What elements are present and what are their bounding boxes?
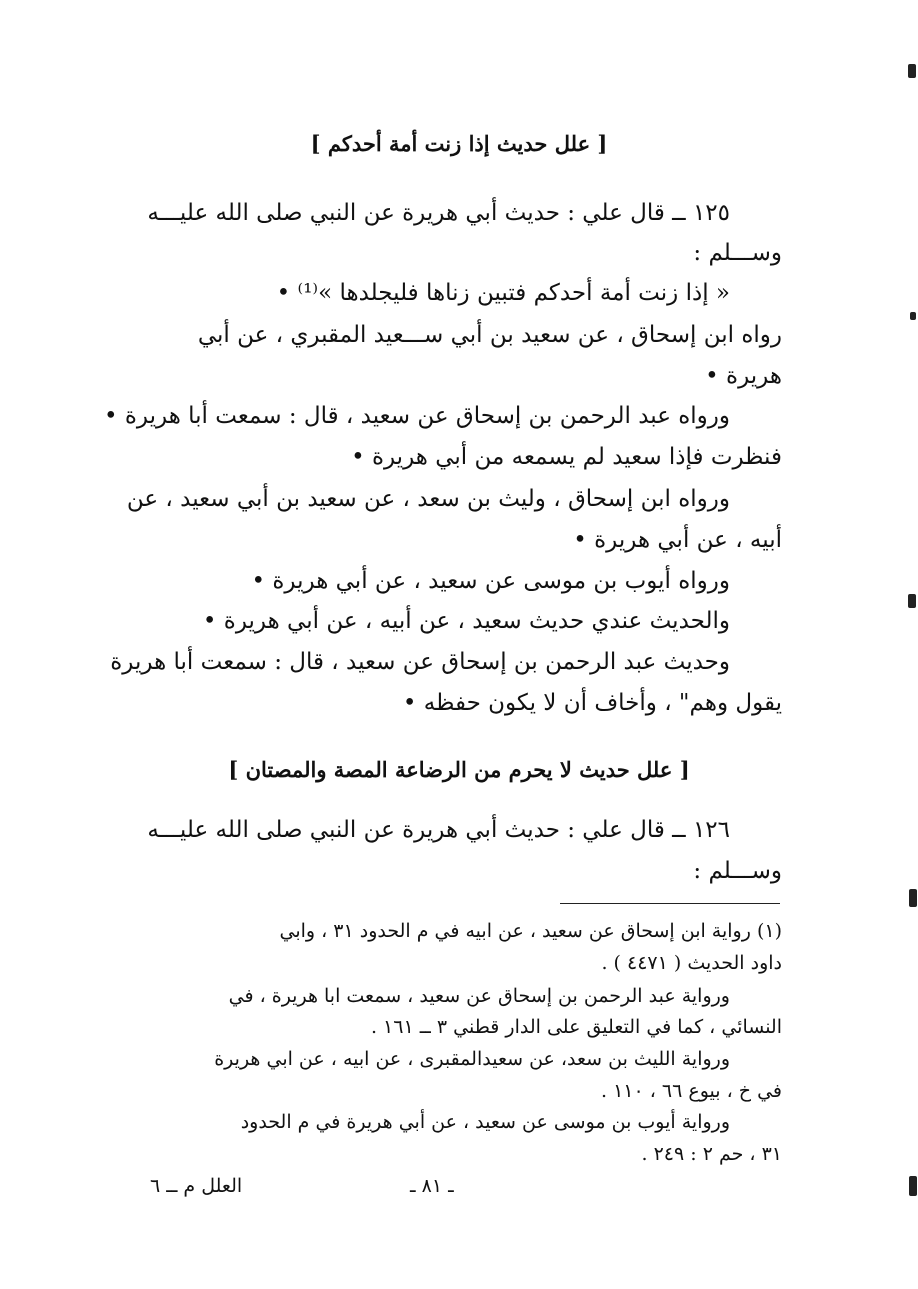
body-line-12: وحديث عبد الرحمن بن إسحاق عن سعيد ، قال : سمعت أبا هريرة: [110, 649, 730, 675]
body-line-8: ورواه ابن إسحاق ، وليث بن سعد ، عن سعيد بن أبي سعيد ، عن: [126, 486, 730, 512]
body-line-7: فنظرت فإذا سعيد لم يسمعه من أبي هريرة •: [351, 444, 782, 470]
body-line-14: ١٢٦ ــ قال علي : حديث أبي هريرة عن النبي صلى الله عليـــه: [147, 817, 730, 843]
footnote-line-5: ورواية الليث بن سعد، عن سعيدالمقبرى ، عن ابيه ، عن ابي هريرة: [214, 1048, 730, 1070]
body-line-10: ورواه أيوب بن موسى عن سعيد ، عن أبي هريرة •: [251, 568, 730, 594]
footnote-separator: [560, 903, 780, 904]
body-line-3: « إذا زنت أمة أحدكم فتبين زناها فليجلدها »⁽¹⁾ •: [276, 280, 730, 306]
scan-edge-mark: [910, 312, 916, 320]
body-line-11: والحديث عندي حديث سعيد ، عن أبيه ، عن أبي هريرة •: [202, 608, 730, 634]
body-line-6: ورواه عبد الرحمن بن إسحاق عن سعيد ، قال : سمعت أبا هريرة •: [104, 403, 730, 429]
section-heading-126: [ علل حديث لا يحرم من الرضاعة المصة والمصتان ]: [228, 757, 690, 782]
body-line-1: ١٢٥ ــ قال علي : حديث أبي هريرة عن النبي صلى الله عليـــه: [147, 200, 730, 226]
page-number: ـ ٨١ ـ: [410, 1175, 454, 1197]
body-line-2: وســـلم :: [693, 240, 782, 266]
footnote-line-1: (١) رواية ابن إسحاق عن سعيد ، عن ابيه في م الحدود ٣١ ، وابي: [279, 920, 782, 942]
body-line-5: هريرة •: [705, 363, 782, 389]
footnote-line-6: في خ ، بيوع ٦٦ ، ١١٠ .: [600, 1080, 782, 1102]
body-line-15: وســـلم :: [693, 858, 782, 884]
footnote-line-8: ٣١ ، حم ٢ : ٢٤٩ .: [641, 1143, 782, 1165]
footnote-line-4: النسائي ، كما في التعليق على الدار قطني ٣ ــ ١٦١ .: [370, 1016, 782, 1038]
footnote-line-7: ورواية أيوب بن موسى عن سعيد ، عن أبي هريرة في م الحدود: [240, 1111, 730, 1133]
body-line-4: رواه ابن إسحاق ، عن سعيد بن أبي ســـعيد المقبري ، عن أبي: [197, 322, 782, 348]
body-line-9: أبيه ، عن أبي هريرة •: [573, 527, 782, 553]
signature-mark: العلل م ــ ٦: [150, 1175, 243, 1197]
footnote-line-3: ورواية عبد الرحمن بن إسحاق عن سعيد ، سمعت ابا هريرة ، في: [228, 985, 730, 1007]
section-heading-125: [ علل حديث إذا زنت أمة أحدكم ]: [310, 131, 608, 156]
scan-edge-mark: [909, 889, 917, 907]
scan-edge-mark: [908, 64, 916, 78]
body-line-13: يقول وهم" ، وأخاف أن لا يكون حفظه •: [402, 690, 782, 716]
scan-edge-mark: [908, 594, 916, 608]
scan-edge-mark: [909, 1176, 917, 1196]
footnote-line-2: داود الحديث ( ٤٤٧١ ) .: [601, 952, 782, 974]
